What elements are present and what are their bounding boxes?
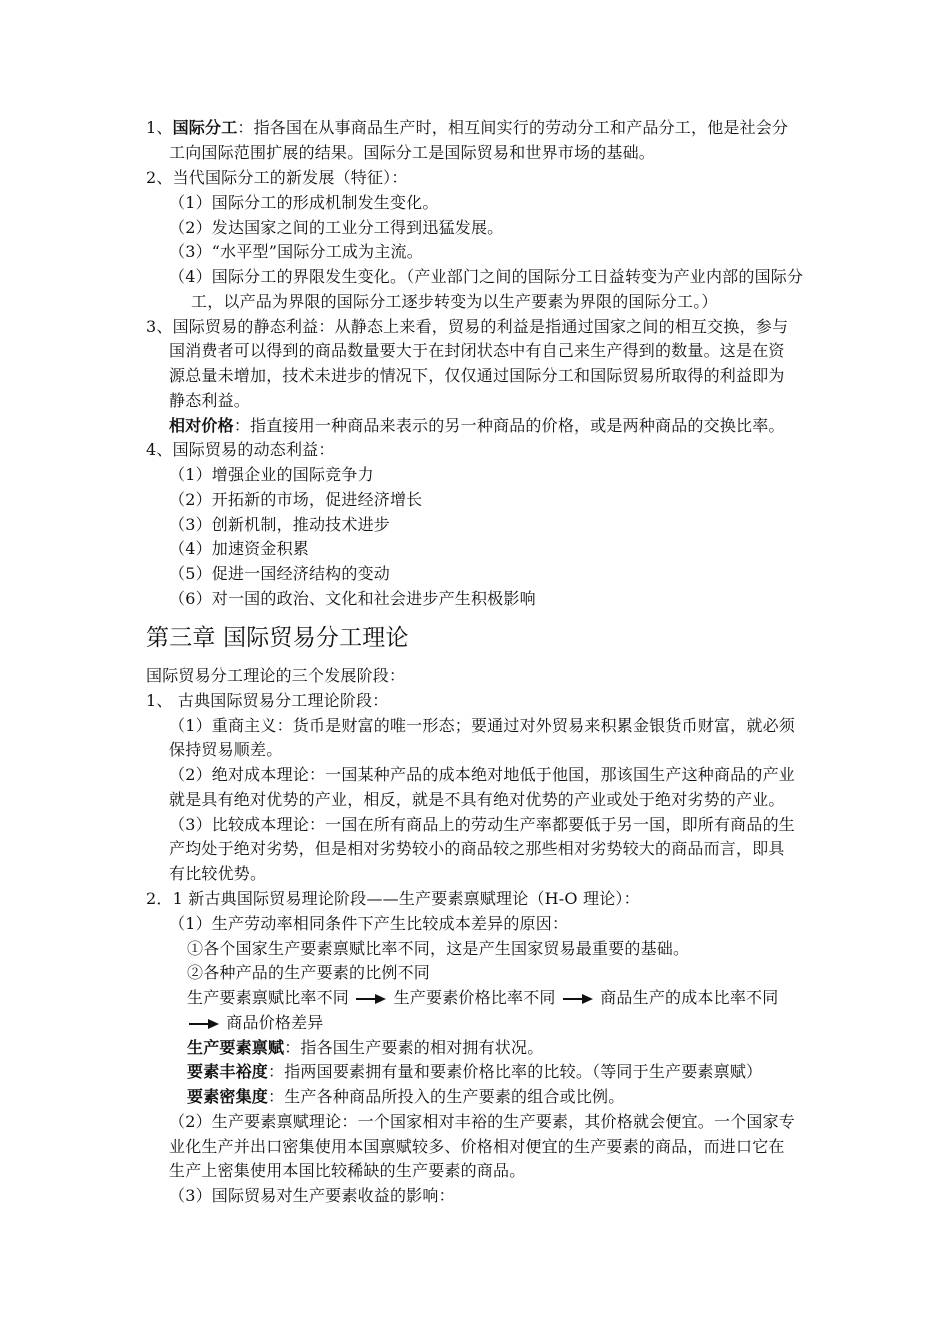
sub-item: （2）生产要素禀赋理论：一个国家相对丰裕的生产要素，其价格就会便宜。一个国家专 [169, 1112, 795, 1131]
text-line: 生产上密集使用本国比较稀缺的生产要素的商品。 [169, 1161, 526, 1180]
sub-item: （3）“水平型”国际分工成为主流。 [169, 242, 423, 261]
item-3-heading: 3、国际贸易的静态利益：从静态上来看，贸易的利益是指通过国家之间的相互交换，参与 [146, 317, 789, 336]
term-factor-intensity: 要素密集度 [187, 1087, 269, 1106]
sub-item: （1）重商主义：货币是财富的唯一形态；要通过对外贸易来积累金银货币财富，就必须 [169, 716, 795, 735]
causal-chain-line [187, 1011, 324, 1036]
sub-item: （1）增强企业的国际竞争力 [169, 465, 374, 484]
term-relative-price: 相对价格 [169, 416, 234, 435]
arrow-right-icon [189, 1019, 219, 1029]
text-line: 源总量未增加，技术未进步的情况下，仅仅通过国际分工和国际贸易所取得的利益即为 [169, 366, 785, 385]
arrow-right-icon [356, 994, 386, 1004]
sub-item: （4）国际分工的界限发生变化。（产业部门之间的国际分工日益转变为产业内部的国际分 [169, 267, 804, 286]
text-line: 工向国际范围扩展的结果。国际分工是国际贸易和世界市场的基础。 [169, 143, 656, 162]
sub-item: （1）生产劳动率相同条件下产生比较成本差异的原因： [169, 914, 569, 933]
reason-item: ②各种产品的生产要素的比例不同 [187, 963, 431, 982]
relative-price-line [169, 414, 785, 439]
chain-step: 商品价格差异 [226, 1013, 324, 1032]
text-line: 静态利益。 [169, 391, 251, 410]
text-line: 产均处于绝对劣势，但是相对劣势较小的商品较之那些相对劣势较大的商品而言，即具 [169, 839, 785, 858]
sub-item: （1）国际分工的形成机制发生变化。 [169, 193, 439, 212]
item-4-heading: 4、国际贸易的动态利益： [146, 440, 335, 459]
text-line: 国消费者可以得到的商品数量要大于在封闭状态中有自己来生产得到的数量。这是在资 [169, 341, 785, 360]
sub-item: （6）对一国的政治、文化和社会进步产生积极影响 [169, 589, 536, 608]
definition-text: ：指两国要素拥有量和要素价格比率的比较。（等同于生产要素禀赋） [268, 1062, 763, 1081]
stage-1-heading: 1、 古典国际贸易分工理论阶段： [146, 691, 389, 710]
item-2-heading: 2、当代国际分工的新发展（特征）： [146, 168, 408, 187]
definition-text: ：指直接用一种商品来表示的另一种商品的价格，或是两种商品的交换比率。 [233, 416, 785, 435]
chapter-title: 第三章 国际贸易分工理论 [146, 625, 409, 651]
text-line: 国际贸易分工理论的三个发展阶段： [146, 666, 406, 685]
arrow-right-icon [563, 994, 593, 1004]
item-1-line [146, 116, 788, 141]
definition-line [187, 1036, 543, 1061]
sub-item: （2）发达国家之间的工业分工得到迅猛发展。 [169, 218, 504, 237]
text-line: 有比较优势。 [169, 864, 267, 883]
reason-item: ①各个国家生产要素禀赋比率不同，这是产生国家贸易最重要的基础。 [187, 939, 690, 958]
definition-text: ：生产各种商品所投入的生产要素的组合或比例。 [268, 1087, 625, 1106]
text-line: 工，以产品为界限的国际分工逐步转变为以生产要素为界限的国际分工。） [191, 292, 718, 311]
sub-item: （2）绝对成本理论：一国某种产品的成本绝对地低于他国，那该国生产这种商品的产业 [169, 765, 795, 784]
text-line: 业化生产并出口密集使用本国禀赋较多、价格相对便宜的生产要素的商品，而进口它在 [169, 1137, 785, 1156]
text-line: 就是具有绝对优势的产业，相反，就是不具有绝对优势的产业或处于绝对劣势的产业。 [169, 790, 785, 809]
definition-line [187, 1085, 624, 1110]
item-number: 1、 [146, 118, 173, 137]
sub-item: （3）创新机制，推动技术进步 [169, 515, 390, 534]
definition-text: ：指各国生产要素的相对拥有状况。 [284, 1038, 544, 1057]
chain-step: 生产要素价格比率不同 [393, 988, 556, 1007]
chain-step: 生产要素禀赋比率不同 [187, 988, 350, 1007]
chain-step: 商品生产的成本比率不同 [600, 988, 779, 1007]
sub-item: （3）比较成本理论：一国在所有商品上的劳动生产率都要低于另一国，即所有商品的生 [169, 815, 795, 834]
term-factor-endowment: 生产要素禀赋 [187, 1038, 285, 1057]
stage-2-heading: 2．1 新古典国际贸易理论阶段——生产要素禀赋理论（H-O 理论）： [146, 889, 640, 908]
sub-item: （5）促进一国经济结构的变动 [169, 564, 390, 583]
definition-text: ：指各国在从事商品生产时，相互间实行的劳动分工和产品分工，他是社会分 [237, 118, 789, 137]
sub-item: （3）国际贸易对生产要素收益的影响： [169, 1186, 455, 1205]
sub-item: （2）开拓新的市场，促进经济增长 [169, 490, 423, 509]
causal-chain-line [187, 986, 778, 1011]
term-international-division: 国际分工 [172, 118, 238, 137]
sub-item: （4）加速资金积累 [169, 539, 309, 558]
term-factor-abundance: 要素丰裕度 [187, 1062, 269, 1081]
text-line: 保持贸易顺差。 [169, 740, 283, 759]
definition-line [187, 1060, 762, 1085]
